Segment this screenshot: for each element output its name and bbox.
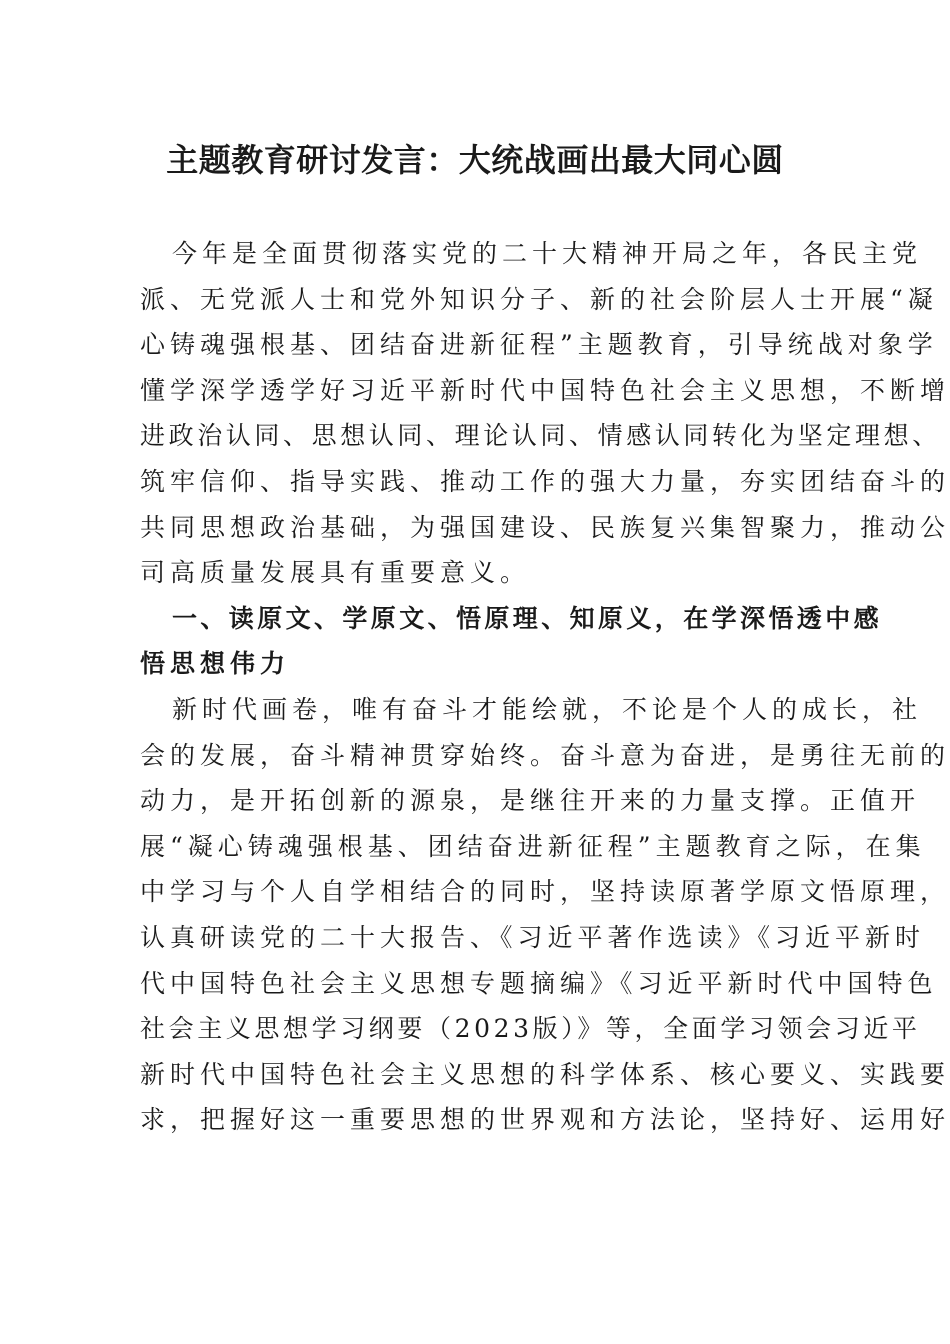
text-line: 新时代画卷，唯有奋斗才能绘就，不论是个人的成长，社 [172,694,923,724]
heading-line: 一、读原文、学原文、悟原理、知原义，在学深悟透中感 [172,603,883,633]
paragraph-intro [140,231,950,596]
text-line: 展“凝心铸魂强根基、团结奋进新征程”主题教育之际，在集 [140,831,926,861]
text-line: 动力，是开拓创新的源泉，是继往开来的力量支撑。正值开 [140,786,921,816]
document-title: 主题教育研讨发言：大统战画出最大同心圆 [166,141,784,179]
text-line: 今年是全面贯彻落实党的二十大精神开局之年，各民主党 [172,239,923,268]
text-line: 社会主义思想学习纲要（2023版）》等，全面学习领会习近平 [140,1014,921,1044]
text-line: 中学习与个人自学相结合的同时，坚持读原著学原文悟原理， [140,877,950,907]
text-line: 筑牢信仰、指导实践、推动工作的强大力量，夯实团结奋斗的 [140,466,950,496]
text-line: 司高质量发展具有重要意义。 [140,558,531,588]
text-line: 派、无党派人士和党外知识分子、新的社会阶层人士开展“凝 [140,284,938,314]
text-line: 求，把握好这一重要思想的世界观和方法论，坚持好、运用好 [140,1105,950,1135]
text-line: 进政治认同、思想认同、理论认同、情感认同转化为坚定理想、 [140,421,941,451]
document-body [140,231,950,1143]
section-heading-1 [140,596,883,687]
text-line: 心铸魂强根基、团结奋进新征程”主题教育，引导统战对象学 [140,330,938,360]
heading-line: 悟思想伟力 [140,649,291,679]
text-line: 新时代中国特色社会主义思想的科学体系、核心要义、实践要 [140,1059,950,1089]
text-line: 共同思想政治基础，为强国建设、民族复兴集智聚力，推动公 [140,512,950,542]
text-line: 代中国特色社会主义思想专题摘编》《习近平新时代中国特色 [140,968,938,998]
text-line: 认真研读党的二十大报告、《习近平著作选读》《习近平新时 [140,922,926,952]
text-line: 懂学深学透学好习近平新时代中国特色社会主义思想，不断增 [140,375,950,405]
text-line: 会的发展，奋斗精神贯穿始终。奋斗意为奋进，是勇往无前的 [140,740,950,770]
paragraph-section-1 [140,687,950,1143]
